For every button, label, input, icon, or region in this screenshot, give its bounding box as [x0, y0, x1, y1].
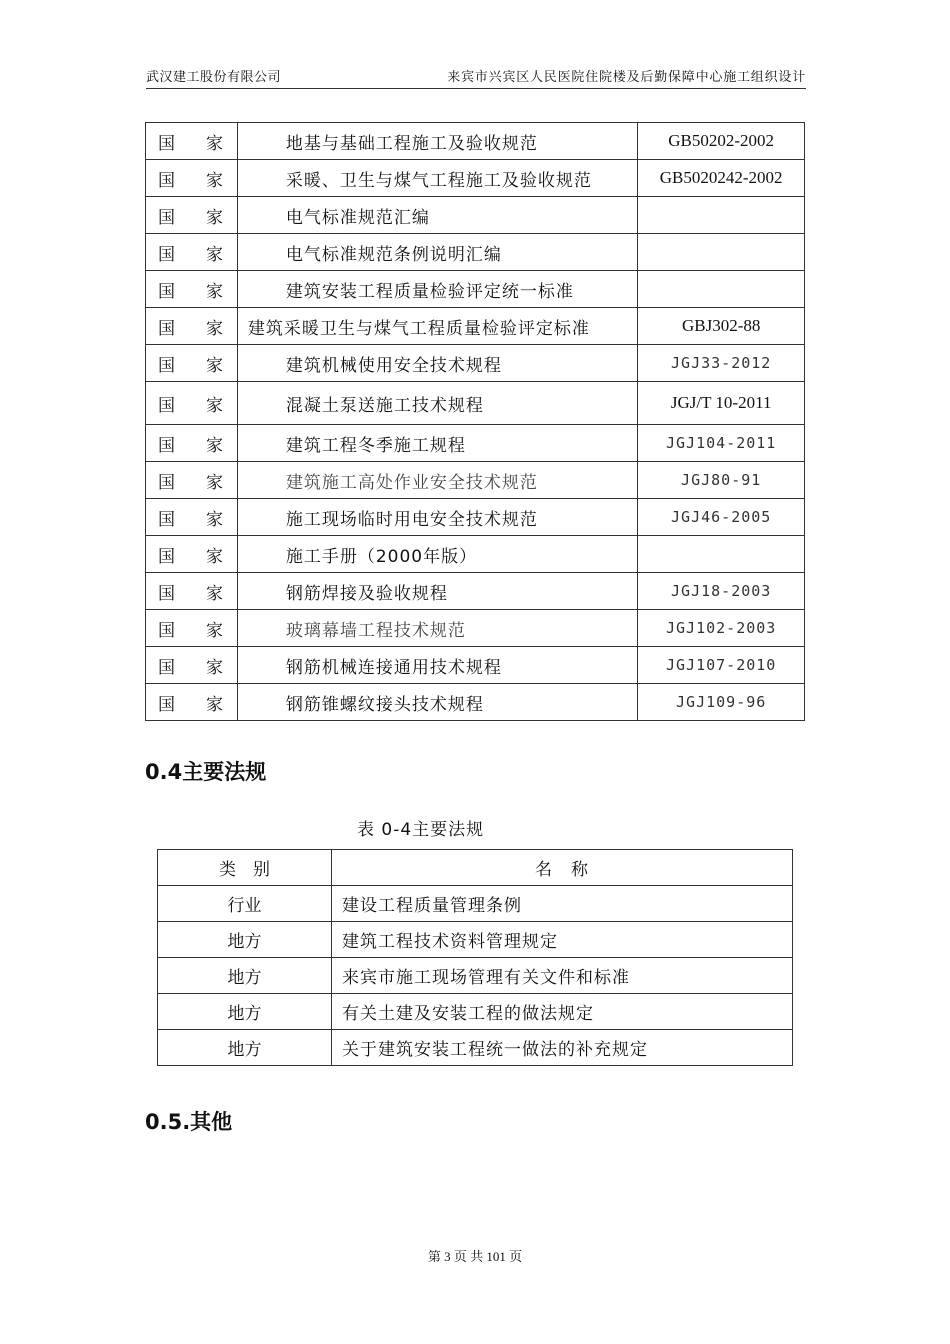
level-char: 家 [206, 318, 223, 339]
standard-code: JGJ102-2003 [638, 610, 805, 647]
level-char: 国 [158, 170, 175, 191]
level-cell [146, 345, 238, 382]
level-char: 国 [158, 546, 175, 567]
standard-code: JGJ80-91 [638, 462, 805, 499]
level-char: 家 [206, 620, 223, 641]
level-char: 家 [206, 355, 223, 376]
regulation-category: 地方 [158, 1030, 332, 1066]
level-cell [146, 610, 238, 647]
standard-name: 钢筋焊接及验收规程 [237, 573, 638, 610]
level-char: 国 [158, 509, 175, 530]
level-char: 国 [158, 435, 175, 456]
table-row [146, 382, 805, 425]
table-row [146, 345, 805, 382]
table-row [146, 610, 805, 647]
level-char: 家 [206, 207, 223, 228]
level-char: 国 [158, 318, 175, 339]
level-char: 国 [158, 207, 175, 228]
table-row [146, 573, 805, 610]
header-company: 武汉建工股份有限公司 [146, 70, 282, 85]
level-char: 国 [158, 472, 175, 493]
standard-code: JGJ33-2012 [638, 345, 805, 382]
table-row [146, 160, 805, 197]
level-char: 家 [206, 583, 223, 604]
level-char: 家 [206, 244, 223, 265]
page-header [146, 66, 806, 89]
level-char: 国 [158, 694, 175, 715]
standard-code: JGJ/T 10-2011 [638, 382, 805, 425]
level-char: 家 [206, 546, 223, 567]
level-char: 国 [158, 657, 175, 678]
regulation-name: 建设工程质量管理条例 [332, 886, 793, 922]
standard-name: 建筑施工高处作业安全技术规范 [237, 462, 638, 499]
standard-code: JGJ46-2005 [638, 499, 805, 536]
regulation-category: 地方 [158, 958, 332, 994]
table-header-row [158, 850, 793, 886]
level-char: 国 [158, 583, 175, 604]
table-row [146, 499, 805, 536]
table-row [158, 1030, 793, 1066]
level-cell [146, 647, 238, 684]
level-char: 国 [158, 133, 175, 154]
level-char: 家 [206, 435, 223, 456]
standard-code [638, 271, 805, 308]
regulation-name: 建筑工程技术资料管理规定 [332, 922, 793, 958]
standard-code: GB5020242-2002 [638, 160, 805, 197]
standard-name: 电气标准规范汇编 [237, 197, 638, 234]
page-number-footer: 第 3 页 共 101 页 [427, 1249, 523, 1264]
standard-name: 玻璃幕墙工程技术规范 [237, 610, 638, 647]
regulation-category: 行业 [158, 886, 332, 922]
regulation-category: 地方 [158, 922, 332, 958]
standard-name: 采暖、卫生与煤气工程施工及验收规范 [237, 160, 638, 197]
level-cell [146, 197, 238, 234]
level-char: 国 [158, 620, 175, 641]
regulations-table [157, 849, 793, 1066]
standard-code [638, 234, 805, 271]
standard-code: JGJ109-96 [638, 684, 805, 721]
standard-name: 建筑工程冬季施工规程 [237, 425, 638, 462]
standard-name: 施工手册（2000年版） [237, 536, 638, 573]
level-char: 家 [206, 694, 223, 715]
level-char: 家 [206, 395, 223, 416]
level-char: 家 [206, 472, 223, 493]
table-row [146, 647, 805, 684]
level-cell [146, 573, 238, 610]
level-cell [146, 536, 238, 573]
table-row [158, 886, 793, 922]
level-cell [146, 684, 238, 721]
standard-name: 施工现场临时用电安全技术规范 [237, 499, 638, 536]
standard-code: JGJ18-2003 [638, 573, 805, 610]
column-header-name: 名 称 [332, 850, 793, 886]
table-caption: 表 0-4主要法规 [357, 820, 485, 840]
level-cell [146, 123, 238, 160]
level-cell [146, 308, 238, 345]
standard-name: 建筑采暖卫生与煤气工程质量检验评定标准 [237, 308, 638, 345]
standard-name: 电气标准规范条例说明汇编 [237, 234, 638, 271]
standard-name: 建筑安装工程质量检验评定统一标准 [237, 271, 638, 308]
table-row [146, 271, 805, 308]
table-row [158, 994, 793, 1030]
standard-code: JGJ107-2010 [638, 647, 805, 684]
standard-name: 钢筋机械连接通用技术规程 [237, 647, 638, 684]
standard-code [638, 197, 805, 234]
level-cell [146, 160, 238, 197]
standard-name: 钢筋锥螺纹接头技术规程 [237, 684, 638, 721]
section-title-regulations: 0.4主要法规 [145, 760, 267, 784]
standard-code [638, 536, 805, 573]
table-row [146, 234, 805, 271]
level-cell [146, 499, 238, 536]
table-row [146, 197, 805, 234]
level-cell [146, 462, 238, 499]
standard-code: GB50202-2002 [638, 123, 805, 160]
regulation-name: 有关土建及安装工程的做法规定 [332, 994, 793, 1030]
level-char: 家 [206, 509, 223, 530]
level-cell [146, 271, 238, 308]
table-row [146, 684, 805, 721]
regulation-category: 地方 [158, 994, 332, 1030]
level-cell [146, 382, 238, 425]
section-title-others: 0.5.其他 [145, 1110, 233, 1134]
standards-table [145, 122, 805, 721]
table-row [146, 308, 805, 345]
table-row [158, 922, 793, 958]
standard-code: GBJ302-88 [638, 308, 805, 345]
header-project-title: 来宾市兴宾区人民医院住院楼及后勤保障中心施工组织设计 [447, 70, 806, 85]
level-char: 国 [158, 355, 175, 376]
table-row [158, 958, 793, 994]
standard-name: 地基与基础工程施工及验收规范 [237, 123, 638, 160]
table-row [146, 536, 805, 573]
level-char: 家 [206, 170, 223, 191]
level-char: 家 [206, 657, 223, 678]
regulation-name: 来宾市施工现场管理有关文件和标准 [332, 958, 793, 994]
standard-code: JGJ104-2011 [638, 425, 805, 462]
level-char: 国 [158, 244, 175, 265]
level-char: 家 [206, 133, 223, 154]
table-row [146, 425, 805, 462]
level-char: 家 [206, 281, 223, 302]
standard-name: 建筑机械使用安全技术规程 [237, 345, 638, 382]
level-cell [146, 234, 238, 271]
level-char: 国 [158, 395, 175, 416]
level-cell [146, 425, 238, 462]
regulation-name: 关于建筑安装工程统一做法的补充规定 [332, 1030, 793, 1066]
table-row [146, 462, 805, 499]
level-char: 国 [158, 281, 175, 302]
table-row [146, 123, 805, 160]
column-header-category: 类 别 [158, 850, 332, 886]
standard-name: 混凝土泵送施工技术规程 [237, 382, 638, 425]
